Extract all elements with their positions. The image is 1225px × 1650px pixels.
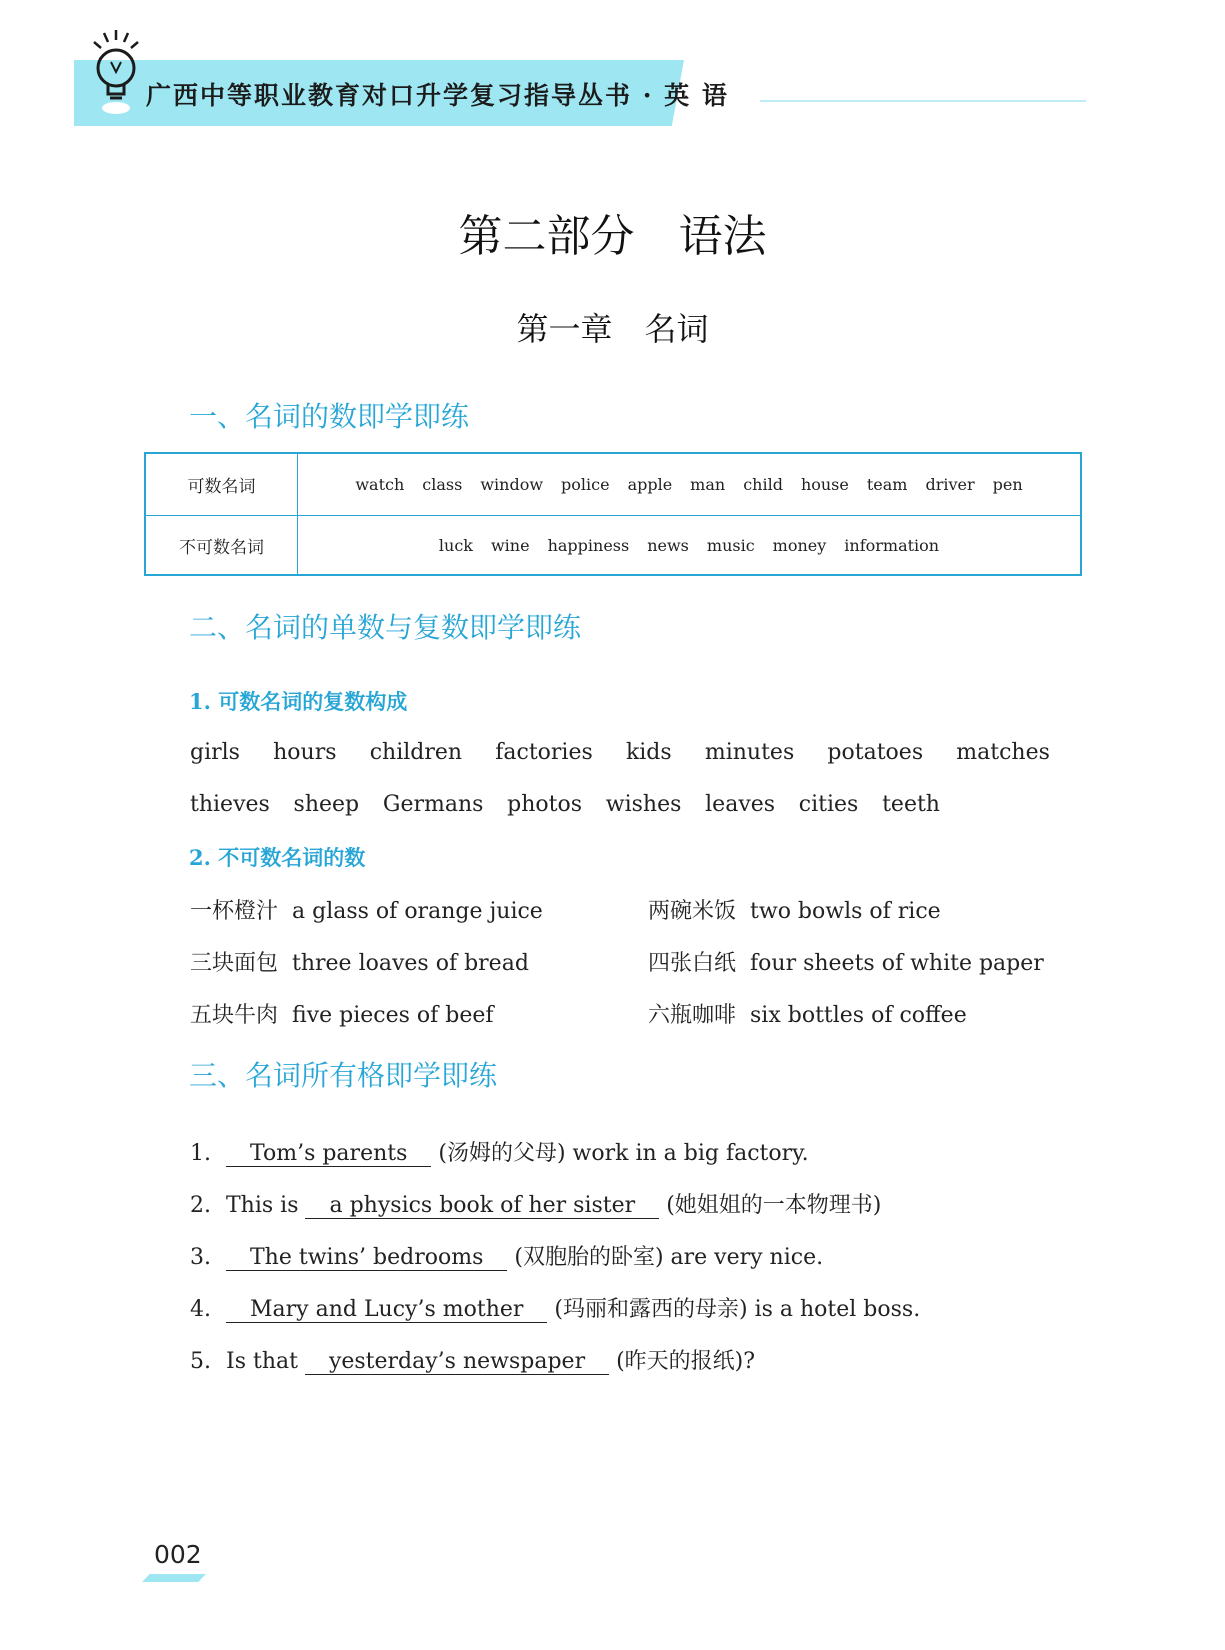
exercise-pre: Is that [226, 1349, 305, 1374]
word: luck [438, 536, 473, 555]
word: man [690, 475, 726, 494]
word: class [422, 475, 463, 494]
phrase-cn: 三块面包 [190, 951, 279, 976]
word: child [743, 475, 783, 494]
exercise-item [190, 1136, 809, 1167]
phrase-item [190, 946, 529, 977]
word: Germans [382, 792, 484, 817]
subsection1-heading: 1. 可数名词的复数构成 [189, 689, 408, 714]
plural-words-line2 [190, 792, 940, 817]
plural-words-line1 [190, 740, 1050, 765]
phrase-item [648, 998, 967, 1029]
word: wishes [605, 792, 682, 817]
exercise-item [190, 1240, 823, 1271]
word: money [772, 536, 827, 555]
table-row [146, 515, 1080, 576]
word: happiness [547, 536, 630, 555]
series-title: 广西中等职业教育对口升学复习指导丛书 · 英 语 [146, 81, 729, 110]
word: photos [507, 792, 583, 817]
word: children [369, 740, 463, 765]
exercise-number: 1. [190, 1141, 211, 1166]
phrase-cn: 两碗米饭 [648, 899, 737, 924]
exercise-number: 4. [190, 1297, 211, 1322]
countable-label: 可数名词 [146, 454, 298, 515]
word: wine [490, 536, 530, 555]
chapter-title: 第一章 名词 [516, 310, 709, 348]
answer-blank: The twins’ bedrooms [226, 1245, 507, 1271]
noun-table [144, 452, 1082, 576]
exercise-item [190, 1292, 920, 1323]
word: team [866, 475, 908, 494]
phrase-en: a glass of orange juice [292, 899, 543, 924]
header-rule [760, 100, 1086, 102]
answer-blank: a physics book of her sister [305, 1193, 659, 1219]
exercise-post: (昨天的报纸)? [616, 1349, 756, 1374]
phrase-en: three loaves of bread [292, 951, 529, 976]
phrase-en: five pieces of beef [292, 1003, 494, 1028]
page-number-accent [142, 1574, 206, 1582]
phrase-item [648, 894, 941, 925]
section1-heading: 一、名词的数即学即练 [189, 400, 470, 433]
word: thieves [190, 792, 270, 817]
word: leaves [705, 792, 776, 817]
exercise-item [190, 1188, 881, 1219]
exercise-post: (玛丽和露西的母亲) is a hotel boss. [554, 1297, 921, 1322]
phrase-en: four sheets of white paper [750, 951, 1044, 976]
exercise-number: 5. [190, 1349, 211, 1374]
uncountable-label: 不可数名词 [146, 515, 298, 576]
exercise-number: 2. [190, 1193, 211, 1218]
phrase-en: six bottles of coffee [750, 1003, 967, 1028]
word: minutes [704, 740, 795, 765]
countable-words [298, 454, 1080, 515]
answer-blank: yesterday’s newspaper [305, 1349, 609, 1375]
word: house [800, 475, 849, 494]
section2-heading: 二、名词的单数与复数即学即练 [189, 611, 582, 644]
table-row [146, 454, 1080, 516]
word: potatoes [827, 740, 924, 765]
word: apple [627, 475, 673, 494]
word: driver [925, 475, 975, 494]
word: window [480, 475, 544, 494]
word: hours [273, 740, 337, 765]
word: matches [956, 740, 1050, 765]
word: information [844, 536, 940, 555]
word: kids [625, 740, 672, 765]
uncountable-words [298, 515, 1080, 576]
word: police [561, 475, 610, 494]
phrase-cn: 五块牛肉 [190, 1003, 279, 1028]
word: sheep [293, 792, 360, 817]
phrase-cn: 六瓶咖啡 [648, 1003, 737, 1028]
word: teeth [882, 792, 940, 817]
word: factories [495, 740, 593, 765]
word: girls [190, 740, 240, 765]
exercise-post: (双胞胎的卧室) are very nice. [514, 1245, 824, 1270]
word: news [647, 536, 689, 555]
page-number: 002 [154, 1540, 202, 1569]
exercise-pre: This is [226, 1193, 306, 1218]
phrase-cn: 四张白纸 [648, 951, 737, 976]
phrase-item [190, 894, 543, 925]
word: cities [798, 792, 859, 817]
phrase-cn: 一杯橙汁 [190, 899, 279, 924]
answer-blank: Tom’s parents [226, 1141, 431, 1167]
lightbulb-icon [76, 28, 156, 120]
phrase-en: two bowls of rice [750, 899, 941, 924]
subsection2-heading: 2. 不可数名词的数 [189, 845, 366, 870]
exercise-post: (汤姆的父母) work in a big factory. [438, 1141, 809, 1166]
exercise-number: 3. [190, 1245, 211, 1270]
part-title: 第二部分 语法 [458, 211, 767, 262]
answer-blank: Mary and Lucy’s mother [226, 1297, 547, 1323]
phrase-item [648, 946, 1044, 977]
phrase-item [190, 998, 494, 1029]
word: watch [355, 475, 405, 494]
word: music [706, 536, 755, 555]
word: pen [992, 475, 1023, 494]
exercise-item [190, 1344, 755, 1375]
section3-heading: 三、名词所有格即学即练 [189, 1059, 498, 1092]
exercise-post: (她姐姐的一本物理书) [666, 1193, 882, 1218]
